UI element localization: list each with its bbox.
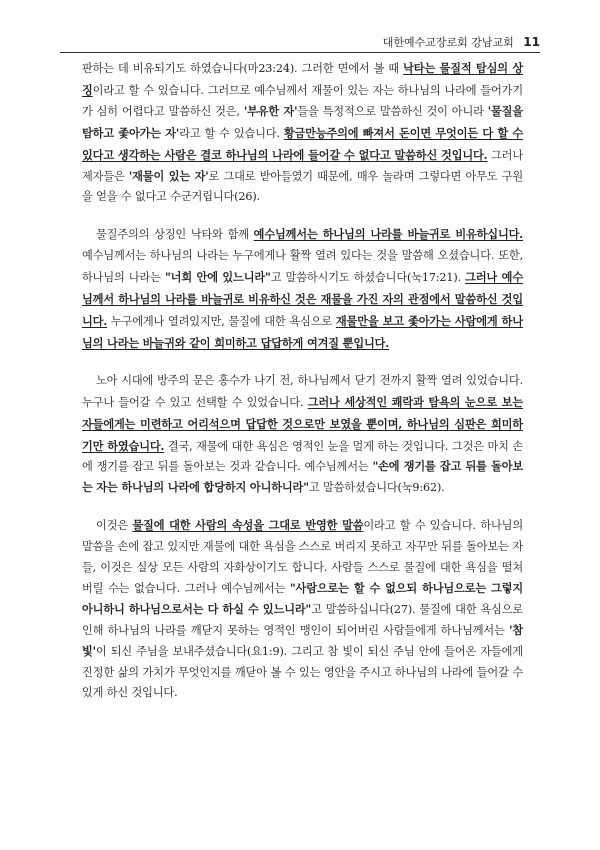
text-run: 고 말씀하시기도 하셨습니다(눅17:21). — [270, 271, 466, 285]
text-run: 이라고 할 수 있습니다. 그러므로 예수님께서 재물이 있는 자는 하나님의 나라에 들어가기가 심히 어렵다고 말씀하신 것은, — [82, 83, 523, 118]
quoted-phrase: "손에 쟁기를 잡고 뒤를 돌아보는 자는 하나님의 나라에 합당하지 아니하니라" — [82, 460, 524, 495]
text-run: 이 되신 주님을 보내주셨습니다(요1:9). 그리고 참 빛이 되신 주님 안에 들어온 자들에게 진정한 삶의 가치가 무엇인지를 깨닫아 볼 수 있는 영안을 주시고 하나님의 나라에 들어갈 수 있게 하신 것입니다. — [82, 644, 523, 700]
running-header — [60, 34, 540, 50]
text-run: 물질주의의 상징인 낙타와 함께 — [96, 228, 254, 242]
quoted-phrase: '물질을 탐하고 좇아가는 자' — [82, 104, 523, 140]
text-run: 결국, 재물에 대한 욕심은 영적인 눈을 멀게 하는 것입니다. 그것은 마치 손에 쟁기를 잡고 뒤를 돌아보는 것과 같습니다. 예수님께서는 — [82, 439, 524, 474]
paragraph-1 — [82, 58, 523, 208]
text-run: 판하는 데 비유되기도 하였습니다(마23:24). 그러한 면에서 볼 때 — [82, 62, 404, 75]
quoted-phrase: '참 빛' — [82, 623, 523, 658]
emphasis-underline: 물질에 대한 사람의 속성을 그대로 반영한 말씀 — [132, 518, 364, 533]
text-run: 이라고 할 수 있습니다. 하나님의 말씀을 손에 잡고 있지만 재물에 대한 욕심을 스스로 버리지 못하고 자꾸만 뒤를 돌아보는 자들, 이것은 실상 모든 사람의 자화상이기도 합니다. 사람들 스스로 물질에 대한 욕심을 떨쳐 버릴 수는 없습니다. 그러나 예수님께서는 — [82, 519, 523, 595]
text-run: 노아 시대에 방주의 문은 홍수가 나기 전, 하나님께서 닫기 전까지 활짝 열려 있었습니다. 누구나 들어갈 수 있고 선택할 수 있었습니다. — [82, 373, 523, 409]
quoted-phrase: '재물이 있는 자' — [128, 169, 209, 183]
text-run: 그러나 제자들은 — [82, 148, 523, 183]
quoted-phrase: "사람으로는 할 수 없으되 하나님으로는 그렇지 아니하니 하나님으로서는 다 하실 수 있느니라" — [82, 581, 523, 616]
paragraph-4 — [82, 515, 523, 704]
text-run: 이것은 — [96, 519, 133, 533]
quoted-phrase: '부유한 자' — [243, 104, 298, 118]
body-text — [82, 58, 523, 720]
quoted-phrase: "너희 안에 있느니라" — [165, 271, 271, 285]
text-run: 고 말씀하셨습니다(눅9:62). — [308, 481, 445, 495]
church-name: 대한예수교장로회 강남교회 — [382, 36, 514, 49]
text-run: 누구에게나 열려있지만, 물질에 대한 욕심으로 — [107, 314, 336, 328]
text-run: 고 말씀하십니다(27). 물질에 대한 욕심으로 인해 하나님의 나라를 깨닫지 못하는 영적인 맹인이 되어버린 사람들에게 하나님께서는 — [82, 602, 523, 637]
header-rule — [60, 52, 540, 53]
emphasis-underline: 예수님께서는 하나님의 나라를 바늘귀로 비유하십니다. — [253, 227, 524, 242]
emphasis-underline: 황금만능주의에 빠져서 돈이면 무엇이든 다 할 수 있다고 생각하는 사람은 결코 하나님의 나라에 들어갈 수 없다고 말씀하신 것입니다. — [82, 125, 523, 162]
text-run: 들을 특정적으로 말씀하신 것이 아니라 — [297, 104, 488, 118]
emphasis-underline: 재물만을 보고 좇아가는 사람에게 하나님의 나라는 바늘귀와 같이 희미하고 답답하게 여겨질 뿐입니다. — [82, 313, 523, 350]
text-run: 예수님께서는 하나님의 나라는 누구에게나 활짝 열려 있다는 것을 말씀해 오셨습니다. 또한, 하나님의 나라는 — [82, 249, 523, 285]
text-run: 로 그대로 받아들였기 때문에, 매우 놀라며 그렇다면 아무도 구원을 얻을 수 없다고 수군거립니다(26). — [82, 169, 523, 204]
page-number: 11 — [523, 35, 540, 49]
paragraph-3 — [82, 371, 523, 499]
emphasis-underline: 낙타는 물질적 탐심의 상징 — [82, 61, 523, 97]
text-run: 라고 할 수 있습니다. — [179, 126, 284, 140]
emphasis-underline: 그러나 예수님께서 하나님의 나라를 바늘귀로 비유하신 것은 재물을 가진 자의 관점에서 말씀하신 것입니다. — [82, 270, 523, 328]
paragraph-2 — [82, 224, 523, 354]
emphasis-underline: 그러나 세상적인 쾌락과 탐욕의 눈으로 보는 자들에게는 미련하고 어리석으며 답답한 것으로만 보였을 뿐이며, 하나님의 심판은 희미하기만 하였습니다. — [82, 394, 523, 453]
